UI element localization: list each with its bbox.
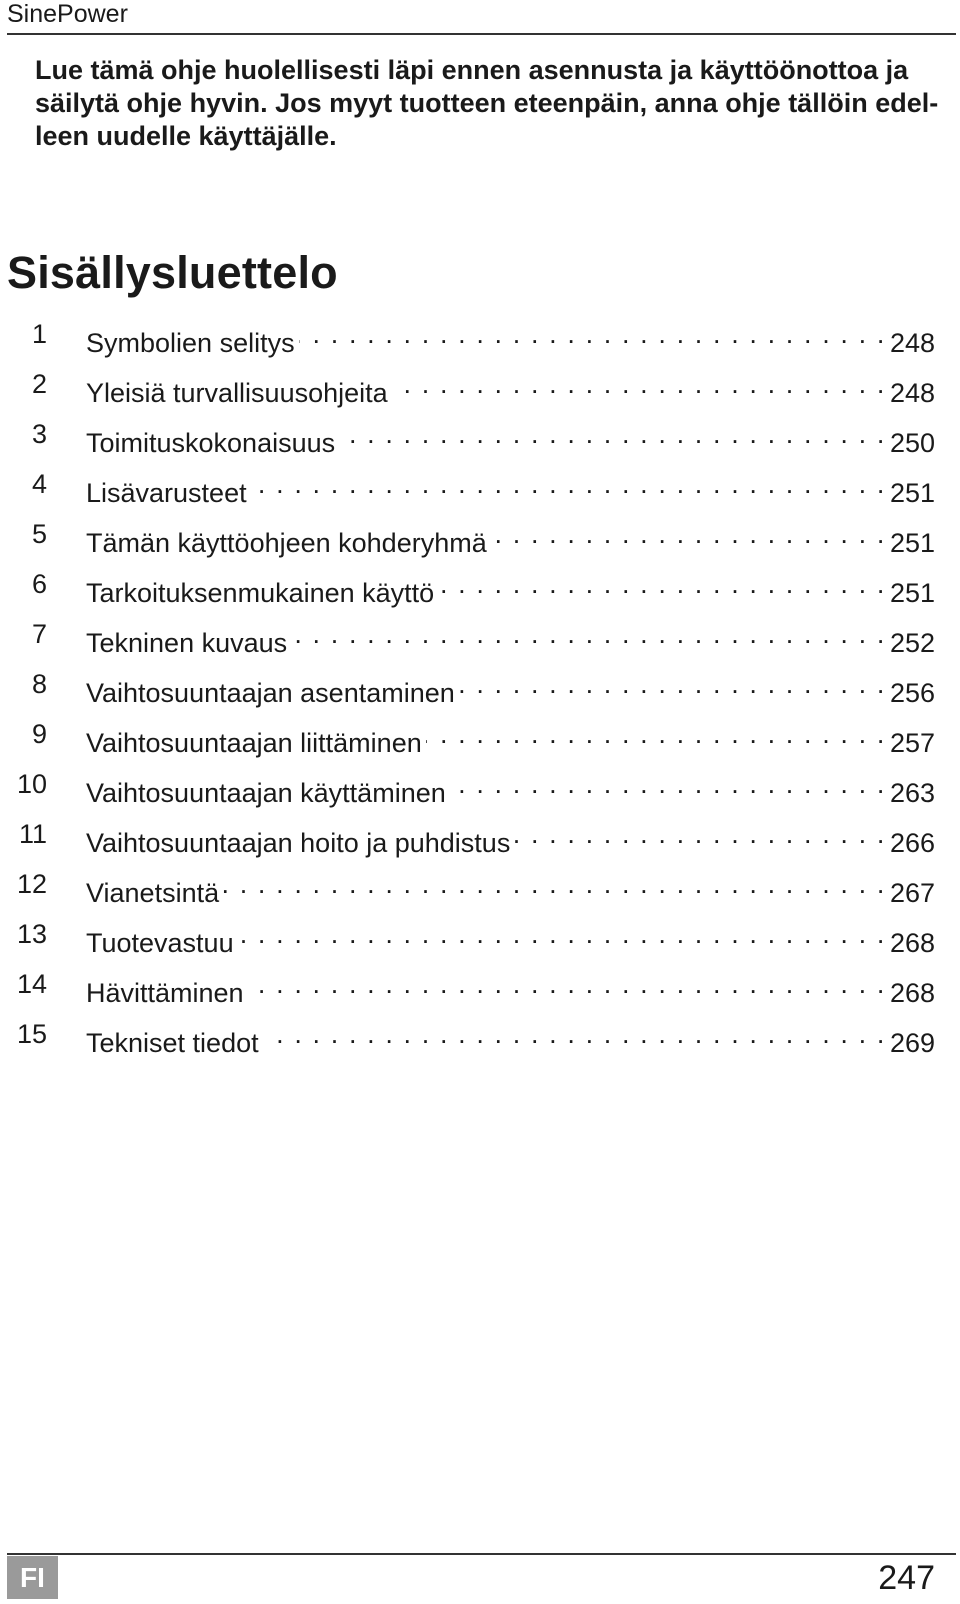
toc-dot-leader <box>263 1016 886 1052</box>
toc-entry-page: 266 <box>889 828 935 858</box>
running-header-title: SinePower <box>7 0 128 28</box>
toc-entry[interactable] <box>0 716 960 766</box>
footer-divider <box>7 1553 956 1555</box>
toc-entry-label: Tekniset tiedot <box>86 1028 259 1058</box>
toc-entry[interactable] <box>0 816 960 866</box>
toc-entry-label: Toimituskokonaisuus <box>86 428 336 458</box>
language-badge: FI <box>7 1556 58 1599</box>
toc-entry[interactable] <box>0 666 960 716</box>
toc-entry-label: Vaihtosuuntaajan liittäminen <box>86 728 422 758</box>
toc-entry-page: 268 <box>889 928 935 958</box>
toc-dot-leader <box>299 316 886 352</box>
toc-heading: Sisällysluettelo <box>7 247 338 298</box>
toc-entry-label: Tämän käyttöohjeen kohderyhmä <box>86 528 487 558</box>
toc-dot-leader <box>459 666 886 702</box>
toc-entry-page: 251 <box>889 478 935 508</box>
toc-entry-page: 257 <box>889 728 935 758</box>
toc-dot-leader <box>392 366 886 402</box>
toc-entry-page: 269 <box>889 1028 935 1058</box>
toc-entry[interactable] <box>0 966 960 1016</box>
toc-entry-label: Vaihtosuuntaajan asentaminen <box>86 678 455 708</box>
toc-entry-label: Vaihtosuuntaajan hoito ja puhdistus <box>86 828 511 858</box>
intro-line: Lue tämä ohje huolellisesti läpi ennen asennusta ja käyttöönottoa ja <box>35 55 909 85</box>
toc-entry[interactable] <box>0 566 960 616</box>
toc-entry-label: Tekninen kuvaus <box>86 628 288 658</box>
toc-dot-leader <box>238 916 886 952</box>
intro-line: leen uudelle käyttäjälle. <box>35 121 337 151</box>
toc-entry-label: Yleisiä turvallisuusohjeita <box>86 378 388 408</box>
toc-entry-label: Tarkoituksenmukainen käyttö <box>86 578 435 608</box>
toc-entry-page: 267 <box>889 878 935 908</box>
toc-entry-number: 4 <box>31 469 47 499</box>
toc-entry[interactable] <box>0 516 960 566</box>
toc-dot-leader <box>291 616 886 652</box>
toc-entry-number: 2 <box>31 369 47 399</box>
toc-entry[interactable] <box>0 766 960 816</box>
toc-entry[interactable] <box>0 866 960 916</box>
toc-entry-number: 12 <box>16 869 47 899</box>
toc-entry-page: 248 <box>889 328 935 358</box>
toc-entry-number: 9 <box>31 719 47 749</box>
toc-entry-page: 268 <box>889 978 935 1008</box>
toc-entry-number: 11 <box>18 819 47 849</box>
intro-notice <box>35 54 939 153</box>
toc-entry-number: 5 <box>31 519 47 549</box>
toc-entry-number: 7 <box>31 619 47 649</box>
page-number: 247 <box>878 1559 935 1597</box>
toc-entry[interactable] <box>0 466 960 516</box>
toc-entry[interactable] <box>0 916 960 966</box>
toc-dot-leader <box>339 416 886 452</box>
toc-entry-page: 252 <box>889 628 935 658</box>
toc-entry-page: 251 <box>889 578 935 608</box>
toc-entry[interactable] <box>0 616 960 666</box>
toc-dot-leader <box>251 466 886 502</box>
toc-entry-page: 263 <box>889 778 935 808</box>
toc-entry-number: 13 <box>16 919 47 949</box>
toc-entry-page: 256 <box>889 678 935 708</box>
toc-dot-leader <box>491 516 886 552</box>
toc-dot-leader <box>450 766 886 802</box>
toc-dot-leader <box>438 566 886 602</box>
toc-entry-number: 14 <box>16 969 47 999</box>
toc-entry-number: 10 <box>16 769 47 799</box>
toc-entry-number: 1 <box>31 319 47 349</box>
toc-entry-number: 6 <box>31 569 47 599</box>
intro-line: säilytä ohje hyvin. Jos myyt tuotteen eteenpäin, anna ohje tällöin edel- <box>35 88 939 118</box>
toc-entry[interactable] <box>0 1016 960 1066</box>
toc-entry[interactable] <box>0 416 960 466</box>
toc-entry-label: Lisävarusteet <box>86 478 247 508</box>
toc-entry-number: 15 <box>16 1019 47 1049</box>
toc-entry[interactable] <box>0 366 960 416</box>
toc-entry-page: 250 <box>889 428 935 458</box>
header-divider <box>7 33 956 35</box>
toc-entry-number: 3 <box>31 419 47 449</box>
toc-dot-leader <box>223 866 886 902</box>
toc-entry[interactable] <box>0 316 960 366</box>
toc-entry-label: Hävittäminen <box>86 978 244 1008</box>
toc-entry-label: Vianetsintä <box>86 878 220 908</box>
toc-entry-page: 248 <box>889 378 935 408</box>
toc-entry-label: Vaihtosuuntaajan käyttäminen <box>86 778 446 808</box>
toc-entry-number: 8 <box>31 669 47 699</box>
toc-entry-page: 251 <box>889 528 935 558</box>
toc-dot-leader <box>514 816 886 852</box>
toc-dot-leader <box>426 716 886 752</box>
toc-dot-leader <box>248 966 886 1002</box>
toc-entry-label: Symbolien selitys <box>86 328 295 358</box>
toc-entry-label: Tuotevastuu <box>86 928 234 958</box>
table-of-contents <box>0 316 960 1066</box>
